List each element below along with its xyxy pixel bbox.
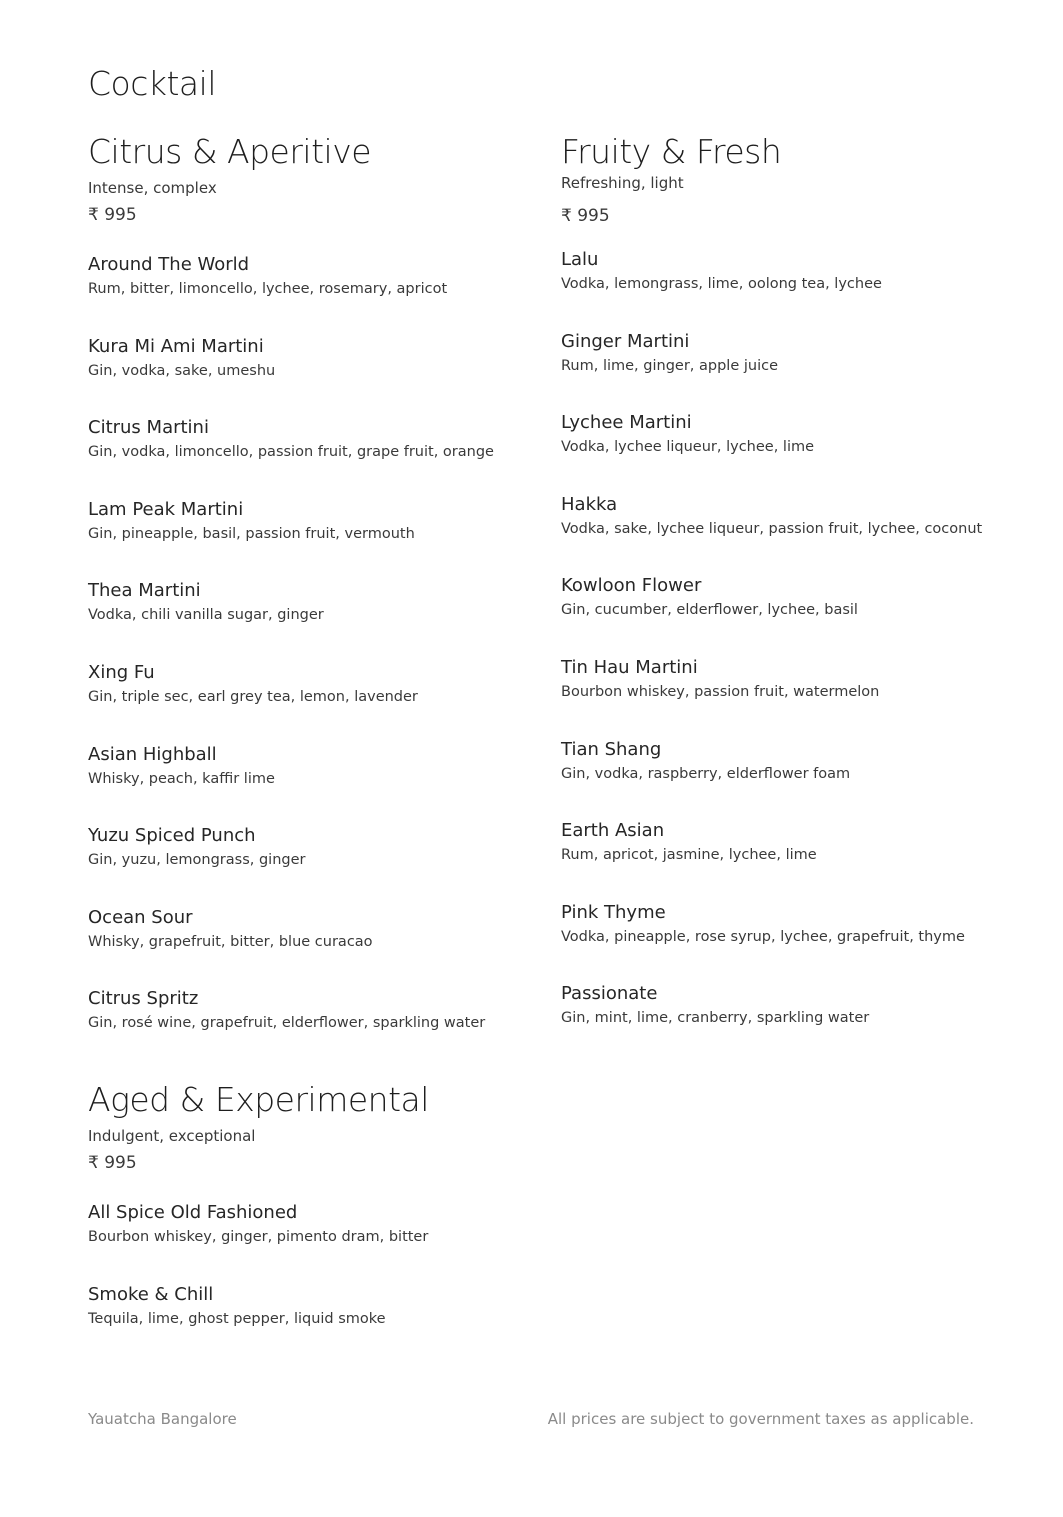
menu-item	[561, 818, 1021, 900]
item-description: Whisky, grapefruit, bitter, blue curacao	[88, 933, 373, 950]
item-name: Smoke & Chill	[88, 1283, 214, 1305]
menu-item	[88, 986, 548, 1068]
item-description: Tequila, lime, ghost pepper, liquid smoke	[88, 1310, 386, 1327]
menu-item	[88, 1200, 548, 1282]
item-name: Kowloon Flower	[561, 575, 702, 597]
section-subtitle: Indulgent, exceptional	[88, 1127, 256, 1145]
menu-item	[88, 497, 548, 579]
item-name: Thea Martini	[88, 580, 201, 602]
item-description: Vodka, sake, lychee liqueur, passion fruit, lychee, coconut	[561, 520, 983, 537]
item-name: Lychee Martini	[561, 412, 692, 434]
menu-item	[88, 823, 548, 905]
item-description: Vodka, lychee liqueur, lychee, lime	[561, 439, 815, 456]
item-description: Rum, apricot, jasmine, lychee, lime	[561, 847, 817, 864]
footer-venue: Yauatcha Bangalore	[88, 1410, 237, 1428]
item-name: Passionate	[561, 983, 658, 1005]
item-description: Bourbon whiskey, passion fruit, watermelon	[561, 683, 880, 700]
item-name: Tin Hau Martini	[561, 656, 698, 678]
item-description: Gin, rosé wine, grapefruit, elderflower, sparkling water	[88, 1015, 486, 1032]
section-price: ₹ 995	[88, 1153, 137, 1173]
menu-item	[88, 905, 548, 987]
section-fruity-fresh	[561, 132, 1021, 1063]
footer-tax-note: All prices are subject to government taxes as applicable.	[547, 1410, 974, 1428]
section-subtitle: Intense, complex	[88, 179, 217, 197]
menu-item	[561, 900, 1021, 982]
menu-item	[88, 742, 548, 824]
item-description: Vodka, lemongrass, lime, oolong tea, lychee	[561, 276, 882, 292]
item-description: Rum, bitter, limoncello, lychee, rosemary, apricot	[88, 281, 448, 297]
item-description: Gin, yuzu, lemongrass, ginger	[88, 852, 306, 869]
item-list	[88, 252, 548, 1068]
menu-item	[561, 737, 1021, 819]
menu-item	[561, 655, 1021, 737]
section-aged-experimental	[88, 1080, 548, 1363]
item-description: Whisky, peach, kaffir lime	[88, 770, 275, 787]
item-description: Gin, vodka, limoncello, passion fruit, grape fruit, orange	[88, 444, 494, 461]
item-description: Gin, vodka, raspberry, elderflower foam	[561, 765, 851, 782]
item-name: All Spice Old Fashioned	[88, 1202, 298, 1223]
item-name: Citrus Martini	[88, 417, 209, 439]
item-description: Vodka, pineapple, rose syrup, lychee, grapefruit, thyme	[561, 928, 965, 945]
item-description: Gin, vodka, sake, umeshu	[88, 362, 276, 379]
section-price: ₹ 995	[561, 206, 610, 226]
item-name: Lalu	[561, 249, 599, 270]
section-title: Fruity & Fresh	[561, 132, 782, 171]
item-name: Pink Thyme	[561, 901, 666, 923]
item-list	[561, 247, 1021, 1063]
section-title: Citrus & Aperitive	[88, 132, 372, 171]
item-name: Tian Shang	[561, 738, 662, 760]
item-name: Ocean Sour	[88, 906, 193, 928]
item-name: Around The World	[88, 254, 250, 275]
item-name: Asian Highball	[88, 743, 217, 765]
menu-item	[88, 334, 548, 416]
section-subtitle: Refreshing, light	[561, 174, 684, 192]
item-name: Xing Fu	[88, 661, 155, 683]
item-name: Lam Peak Martini	[88, 498, 244, 520]
item-name: Ginger Martini	[561, 330, 690, 352]
item-name: Earth Asian	[561, 820, 665, 842]
menu-item	[561, 410, 1021, 492]
menu-item	[88, 1282, 548, 1364]
item-name: Hakka	[561, 493, 618, 515]
item-description: Gin, pineapple, basil, passion fruit, vermouth	[88, 525, 415, 542]
item-description: Gin, cucumber, elderflower, lychee, basil	[561, 602, 858, 619]
item-description: Gin, mint, lime, cranberry, sparkling water	[561, 1010, 870, 1027]
item-description: Bourbon whiskey, ginger, pimento dram, bitter	[88, 1229, 429, 1245]
item-list	[88, 1200, 548, 1363]
item-description: Vodka, chili vanilla sugar, ginger	[88, 607, 324, 624]
menu-item	[88, 252, 548, 334]
item-description: Gin, triple sec, earl grey tea, lemon, lavender	[88, 688, 418, 705]
item-name: Citrus Spritz	[88, 988, 199, 1010]
menu-item	[88, 660, 548, 742]
menu-item	[561, 247, 1021, 329]
section-title: Aged & Experimental	[88, 1080, 429, 1119]
menu-item	[88, 415, 548, 497]
page-title: Cocktail	[88, 64, 216, 103]
section-price: ₹ 995	[88, 205, 137, 225]
menu-item	[88, 578, 548, 660]
menu-item	[561, 981, 1021, 1063]
menu-item	[561, 573, 1021, 655]
menu-item	[561, 492, 1021, 574]
item-description: Rum, lime, ginger, apple juice	[561, 357, 778, 374]
menu-item	[561, 329, 1021, 411]
section-citrus-aperitive	[88, 132, 548, 1068]
item-name: Kura Mi Ami Martini	[88, 335, 264, 357]
item-name: Yuzu Spiced Punch	[88, 825, 256, 847]
